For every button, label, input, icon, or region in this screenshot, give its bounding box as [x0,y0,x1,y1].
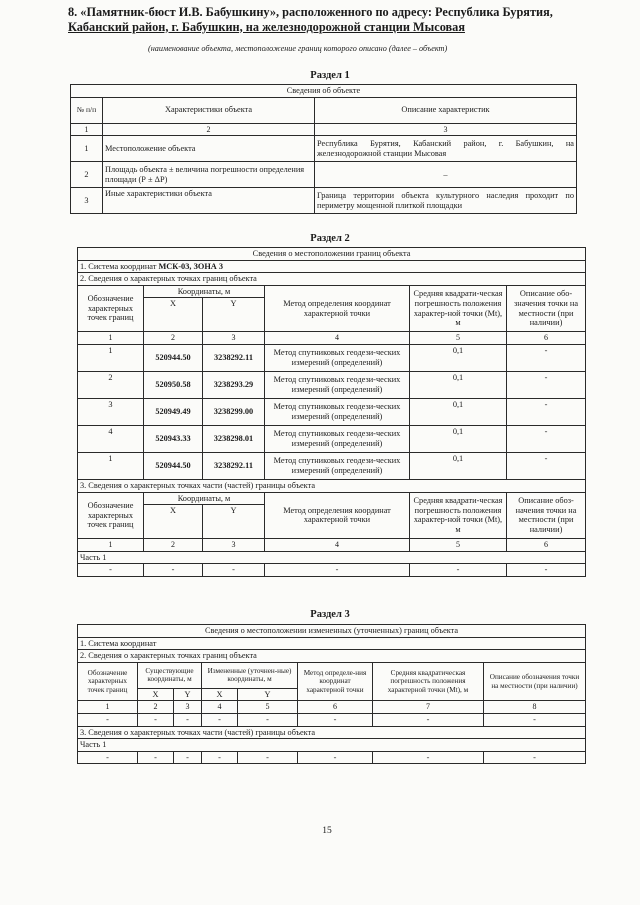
point-x: 520943.33 [144,425,203,452]
index-cell: 3 [174,701,202,714]
point-description: - [507,425,586,452]
col-header-description: Описание характеристик [315,97,577,123]
point-error: 0,1 [410,425,507,452]
empty-cell: - [484,751,586,764]
empty-cell: - [174,751,202,764]
point-method: Метод спутниковых геодези-ческих измерений (определений) [265,398,410,425]
empty-cell: - [410,564,507,577]
col-header-x: X [144,505,203,539]
col-header-x: X [202,688,238,701]
document-title [68,5,608,34]
index-cell: 3 [203,539,265,552]
empty-cell: - [298,751,373,764]
point-y: 3238299.00 [203,398,265,425]
table-row [78,751,586,764]
point-x: 520950.58 [144,371,203,398]
table-row [78,371,586,398]
section3-table [77,624,586,764]
col-header-y: Y [238,688,298,701]
coordinate-system-row [78,260,586,273]
point-label: 1 [78,452,144,479]
empty-cell: - [238,751,298,764]
point-x: 520944.50 [144,344,203,371]
index-cell: 1 [78,332,144,345]
title-caption: (наименование объекта, местоположение границ которого описано (далее – объект) [148,44,448,53]
parts-section-title: 3. Сведения о характерных точках части (частей) границы объекта [78,726,586,739]
index-cell: 2 [103,123,315,136]
empty-cell: - [144,564,203,577]
empty-cell: - [298,713,373,726]
col-header-num: № п/п [71,97,103,123]
empty-cell: - [202,713,238,726]
title-line-2: Кабанский район, г. Бабушкин, на железнодорожной станции Мысовая [68,19,465,34]
point-error: 0,1 [410,398,507,425]
col-header-characteristics: Характеристики объекта [103,97,315,123]
point-description: - [507,344,586,371]
coordinate-system-value: МСК-03, ЗОНА 3 [158,261,223,271]
point-y: 3238298.01 [203,425,265,452]
table-row [78,713,586,726]
row-name: Иные характеристики объекта [103,188,315,214]
col-header-description: Описание обоз-начения точки на местности (при наличии) [507,492,586,539]
point-label: 1 [78,344,144,371]
points-section-title: 2. Сведения о характерных точках границ объекта [78,650,586,663]
col-header-y: Y [203,505,265,539]
empty-cell: - [78,713,138,726]
col-header-error: Средняя квадрати-ческая погрешность положения характер-ной точки (Mt), м [410,285,507,332]
empty-cell: - [484,713,586,726]
table-row [78,425,586,452]
index-cell: 4 [202,701,238,714]
point-error: 0,1 [410,452,507,479]
point-y: 3238292.11 [203,344,265,371]
empty-cell: - [373,751,484,764]
col-header-description: Описание обозначения точки на местности (при наличии) [484,662,586,701]
index-cell: 2 [144,539,203,552]
point-error: 0,1 [410,344,507,371]
table-row [78,452,586,479]
section3-table-title: Сведения о местоположении измененных (уточненных) границ объекта [78,625,586,638]
col-header-method: Метод определения координат характерной точки [265,492,410,539]
index-cell: 3 [315,123,577,136]
index-cell: 5 [238,701,298,714]
index-cell: 8 [484,701,586,714]
col-header-point: Обозначение характерных точек границ [78,492,144,539]
index-cell: 7 [373,701,484,714]
index-cell: 2 [144,332,203,345]
page-number: 15 [322,826,332,836]
col-header-method: Метод определе-ния координат характерной точки [298,662,373,701]
index-cell: 5 [410,332,507,345]
empty-cell: - [174,713,202,726]
empty-cell: - [373,713,484,726]
title-line-1: 8. «Памятник-бюст И.В. Бабушкину», расположенного по адресу: Республика Бурятия, [68,5,553,19]
section2-table-title: Сведения о местоположении границ объекта [78,248,586,261]
table-row [78,344,586,371]
point-description: - [507,452,586,479]
table-row [71,136,577,162]
index-cell: 6 [507,332,586,345]
col-header-method: Метод определения координат характерной точки [265,285,410,332]
point-description: - [507,398,586,425]
empty-cell: - [203,564,265,577]
empty-cell: - [78,564,144,577]
section1-heading: Раздел 1 [310,70,350,81]
table-row [71,188,577,214]
point-method: Метод спутниковых геодези-ческих измерений (определений) [265,452,410,479]
row-number: 2 [71,162,103,188]
section1-table [70,84,577,214]
empty-cell: - [265,564,410,577]
point-label: 3 [78,398,144,425]
index-cell: 3 [203,332,265,345]
coordinate-system-label: 1. Система координат [80,261,159,271]
row-description: – [315,162,577,188]
point-method: Метод спутниковых геодези-ческих измерений (определений) [265,344,410,371]
section2-table [77,247,586,577]
empty-cell: - [138,713,174,726]
col-header-y: Y [203,298,265,332]
col-header-coords: Координаты, м [144,285,265,298]
col-header-coords: Координаты, м [144,492,265,505]
col-header-description: Описание обо-значения точки на местности (при наличии) [507,285,586,332]
point-method: Метод спутниковых геодези-ческих измерений (определений) [265,425,410,452]
point-description: - [507,371,586,398]
index-cell: 1 [71,123,103,136]
index-cell: 6 [507,539,586,552]
empty-cell: - [138,751,174,764]
col-header-existing-coords: Существующие координаты, м [138,662,202,688]
col-header-point: Обозначение характерных точек границ [78,285,144,332]
col-header-x: X [144,298,203,332]
point-method: Метод спутниковых геодези-ческих измерений (определений) [265,371,410,398]
col-header-changed-coords: Измененные (уточнен-ные) координаты, м [202,662,298,688]
index-cell: 4 [265,539,410,552]
index-cell: 6 [298,701,373,714]
section2-heading: Раздел 2 [310,233,350,244]
points-section-title: 2. Сведения о характерных точках границ объекта [78,273,586,286]
empty-cell: - [238,713,298,726]
table-row [71,162,577,188]
col-header-point: Обозначение характерных точек границ [78,662,138,701]
row-name: Местоположение объекта [103,136,315,162]
part-label: Часть 1 [78,739,586,752]
empty-cell: - [202,751,238,764]
empty-cell: - [78,751,138,764]
table-row [78,398,586,425]
index-cell: 2 [138,701,174,714]
row-name: Площадь объекта ± величина погрешности определения площади (Р ± ΔР) [103,162,315,188]
empty-cell: - [507,564,586,577]
point-y: 3238292.11 [203,452,265,479]
point-error: 0,1 [410,371,507,398]
col-header-x: X [138,688,174,701]
point-x: 520949.49 [144,398,203,425]
col-header-error: Средняя квадрати-ческая погрешность положения характер-ной точки (Mt), м [410,492,507,539]
row-description: Республика Бурятия, Кабанский район, г. Бабушкин, на железнодорожной станции Мысовая [315,136,577,162]
row-number: 1 [71,136,103,162]
parts-section-title: 3. Сведения о характерных точках части (частей) границы объекта [78,479,586,492]
part-label: Часть 1 [78,551,586,564]
col-header-y: Y [174,688,202,701]
row-description: Граница территории объекта культурного наследия проходит по периметру мощенной плиткой площадки [315,188,577,214]
row-number: 3 [71,188,103,214]
index-cell: 1 [78,539,144,552]
coordinate-system-row: 1. Система координат [78,637,586,650]
index-cell: 4 [265,332,410,345]
index-cell: 5 [410,539,507,552]
point-label: 4 [78,425,144,452]
point-label: 2 [78,371,144,398]
index-cell: 1 [78,701,138,714]
col-header-error: Средняя квадратическая погрешность положения характерной точки (Mt), м [373,662,484,701]
table-row [78,564,586,577]
section3-heading: Раздел 3 [310,609,350,620]
section1-table-title: Сведения об объекте [71,85,577,98]
point-x: 520944.50 [144,452,203,479]
point-y: 3238293.29 [203,371,265,398]
